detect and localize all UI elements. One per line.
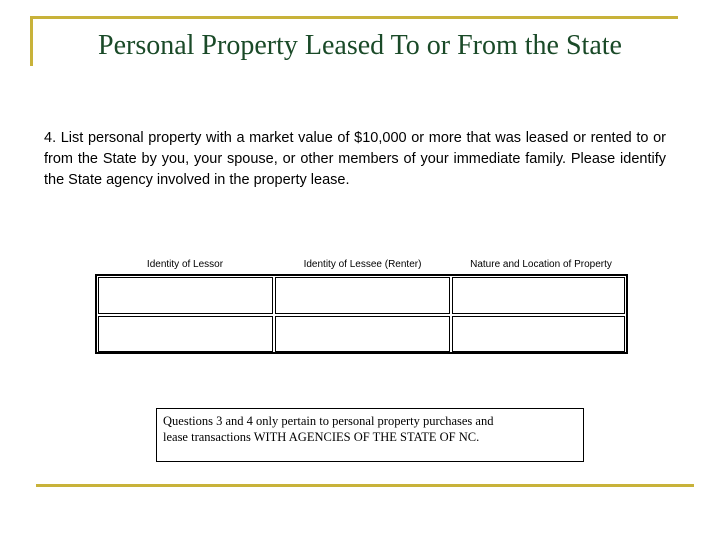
slide-title: Personal Property Leased To or From the State: [98, 30, 622, 61]
note-line-1: Questions 3 and 4 only pertain to personal property purchases and: [163, 414, 494, 428]
lease-table: [95, 274, 628, 354]
question-text: 4. List personal property with a market value of $10,000 or more that was leased or rented to or from the State by you, your spouse, or other members of your immediate family. Please identify the State agency involved in the property lease.: [44, 130, 666, 188]
table-cell-r2-property[interactable]: [452, 316, 625, 352]
bottom-accent-rule: [36, 484, 694, 487]
table-cell-r1-property[interactable]: [452, 277, 625, 314]
note-box: [156, 408, 584, 462]
note-line-2: lease transactions WITH AGENCIES OF THE STATE OF NC.: [163, 430, 480, 444]
table-cell-r1-lessee[interactable]: [275, 277, 450, 314]
header-lessee: Identity of Lessee (Renter): [303, 259, 422, 270]
header-property: Nature and Location of Property: [470, 259, 612, 270]
table-cell-r1-lessor[interactable]: [98, 277, 273, 314]
top-accent-rule: [30, 16, 678, 19]
table-cell-r2-lessee[interactable]: [275, 316, 450, 352]
header-lessor: Identity of Lessor: [146, 259, 224, 270]
table-cell-r2-lessor[interactable]: [98, 316, 273, 352]
